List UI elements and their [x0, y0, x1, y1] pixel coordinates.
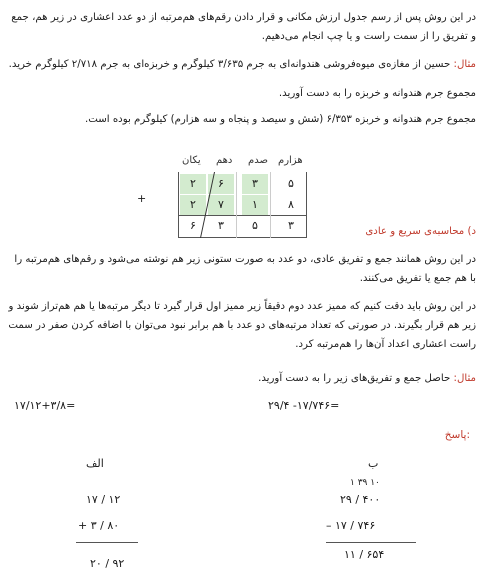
example1-paragraph [8, 55, 476, 74]
cell-r3-yekan: ۶ [190, 219, 196, 232]
cell-r3-sadom: ۵ [252, 219, 258, 232]
cell-r2-hezarom: ۸ [288, 198, 294, 211]
solution-left-line [76, 542, 138, 543]
cell-r3-hezarom: ۳ [288, 219, 294, 232]
cell-r1-sadom: ۳ [242, 174, 268, 194]
example2-text: حاصل جمع و تفریق‌های زیر را به دست آورید. [258, 373, 451, 384]
example1-label: مثال: [453, 59, 476, 70]
expression-right: ۲۹/۴ -۱۷/۷۴۶= [268, 399, 340, 412]
example2-label: مثال: [453, 373, 476, 384]
solution-right-borrow: ۱ ۳۹ ۱۰ [350, 478, 380, 488]
solution-left-bottom: + ۳ / ۸۰ [78, 519, 120, 532]
solution-left-result: ۲۰ / ۹۲ [90, 557, 125, 570]
solution-right-result: ۱۱ / ۶۵۴ [344, 548, 385, 561]
solution-right-bottom: – ۱۷ / ۷۴۶ [326, 519, 376, 532]
cell-r2-dahom: ۷ [208, 195, 234, 215]
answer-paragraph: مجموع جرم هندوانه و خربزه ۶/۳۵۳ (شش و سیصد و پنجاه و سه هزارم) کیلوگرم بوده است. [84, 114, 476, 125]
intro-paragraph: در این روش پس از رسم جدول ارزش مکانی و قرار دادن رقم‌های هم‌مرتبه از دو عدد اعشاری در زیر هم، جمع و تفریق را از سمت راست و یا چپ انجام می‌دهیم. [11, 12, 476, 42]
solution-left-top: ۱۷ / ۱۲ [86, 493, 121, 506]
header-hezarom: هزارم [278, 155, 303, 166]
header-yekan: یکان [182, 155, 201, 166]
solution-right-top: ۲۹ / ۴۰۰ [340, 493, 381, 506]
cell-r1-dahom: ۶ [208, 174, 234, 194]
cell-r2-yekan: ۲ [180, 195, 206, 215]
cell-r1-yekan: ۲ [180, 174, 206, 194]
note-paragraph: در این روش باید دقت کنیم که ممیز عدد دوم دقیقاً زیر ممیز اول قرار گیرد تا دیگر مرتبه‌ها یا هم هم‌تراز شوند و زیر هم قرار بگیرند. در صورتی که تعداد مرتبه‌های دو عدد با هم برابر نبود می‌توان با اضافه کردن صفر در سمت راست اعشاری اعداد آن‌ها را هم‌مرتبه کرد. [8, 301, 476, 350]
answer-label: پاسخ: [444, 429, 470, 441]
example1-text: حسین از مغازه‌ی میوه‌فروشی هندوانه‌ای به جرم ۳/۶۳۵ کیلوگرم و خربزه‌ای به جرم ۲/۷۱۸ کیلوگرم خرید. [8, 59, 451, 70]
header-dahom: دهم [216, 155, 233, 166]
header-sadom: صدم [248, 155, 268, 166]
section-d-heading [8, 222, 476, 241]
sum-line [178, 215, 306, 216]
solution-left-label: الف [86, 457, 104, 470]
cell-r2-sadom: ۱ [242, 195, 268, 215]
normal-method-paragraph: در این روش همانند جمع و تفریق عادی، دو عدد به صورت ستونی زیر هم نوشته می‌شود و رقم‌های هم‌مرتبه را با هم جمع یا تفریق می‌کنند. [14, 254, 476, 284]
expression-left: ۱۷/۱۲+۳/۸= [14, 399, 76, 412]
example2-paragraph [8, 369, 476, 388]
section-d-title: د) محاسبه‌ی سریع و عادی [365, 226, 476, 237]
cell-r3-dahom: ۳ [218, 219, 224, 232]
solution-right-line [326, 542, 416, 543]
solution-right-label: ب [368, 457, 379, 470]
plus-sign: + [137, 192, 147, 205]
question-paragraph: مجموع جرم هندوانه و خربزه را به دست آورید. [278, 88, 476, 99]
cell-r1-hezarom: ۵ [288, 177, 294, 190]
